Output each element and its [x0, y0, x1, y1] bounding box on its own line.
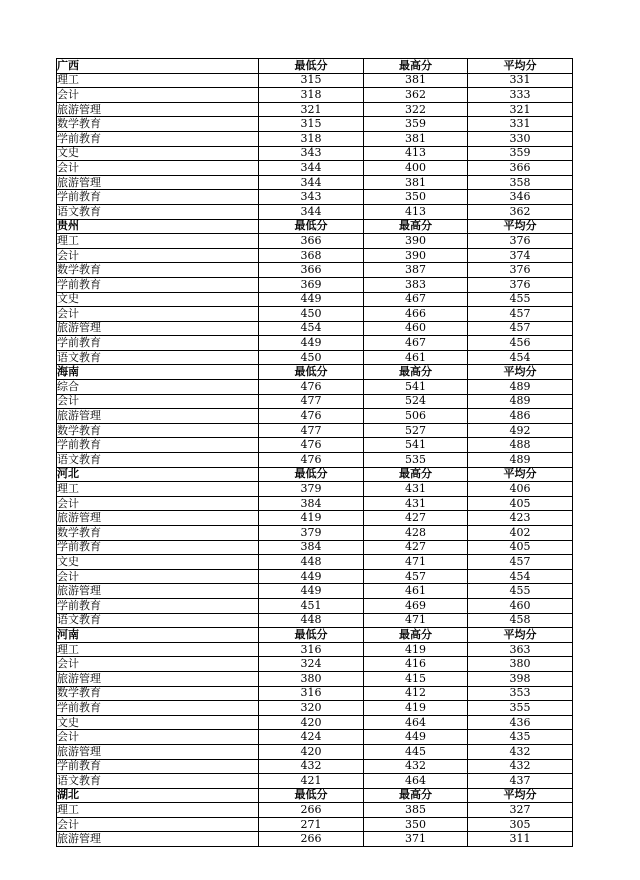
max-score: 385 — [364, 803, 468, 818]
header-max-score: 最高分 — [364, 365, 468, 380]
major-row — [57, 671, 573, 686]
major-name: 语文教育 — [57, 350, 259, 365]
min-score: 419 — [259, 511, 364, 526]
major-name: 数学教育 — [57, 526, 259, 541]
avg-score: 358 — [468, 175, 573, 190]
track-row — [57, 715, 573, 730]
track-row — [57, 555, 573, 570]
track-row — [57, 73, 573, 88]
major-row — [57, 175, 573, 190]
major-name: 旅游管理 — [57, 511, 259, 526]
avg-score: 305 — [468, 817, 573, 832]
avg-score: 457 — [468, 555, 573, 570]
min-score: 476 — [259, 438, 364, 453]
min-score: 449 — [259, 336, 364, 351]
avg-score: 398 — [468, 671, 573, 686]
major-row — [57, 88, 573, 103]
track-name: 文史 — [57, 146, 259, 161]
major-row — [57, 657, 573, 672]
min-score: 432 — [259, 759, 364, 774]
major-name: 旅游管理 — [57, 584, 259, 599]
max-score: 412 — [364, 686, 468, 701]
max-score: 362 — [364, 88, 468, 103]
major-row — [57, 131, 573, 146]
avg-score: 437 — [468, 774, 573, 789]
header-min-score: 最低分 — [259, 788, 364, 803]
header-max-score: 最高分 — [364, 219, 468, 234]
avg-score: 374 — [468, 248, 573, 263]
min-score: 476 — [259, 409, 364, 424]
max-score: 416 — [364, 657, 468, 672]
major-name: 语文教育 — [57, 204, 259, 219]
max-score: 400 — [364, 161, 468, 176]
track-name: 理工 — [57, 73, 259, 88]
min-score: 477 — [259, 423, 364, 438]
min-score: 316 — [259, 686, 364, 701]
avg-score: 457 — [468, 321, 573, 336]
min-score: 315 — [259, 117, 364, 132]
region-name: 湖北 — [57, 788, 259, 803]
min-score: 451 — [259, 598, 364, 613]
major-name: 会计 — [57, 496, 259, 511]
major-row — [57, 759, 573, 774]
track-name: 文史 — [57, 292, 259, 307]
max-score: 471 — [364, 613, 468, 628]
major-row — [57, 686, 573, 701]
header-max-score: 最高分 — [364, 59, 468, 74]
avg-score: 366 — [468, 161, 573, 176]
avg-score: 346 — [468, 190, 573, 205]
max-score: 431 — [364, 496, 468, 511]
region-header-row — [57, 467, 573, 482]
major-row — [57, 161, 573, 176]
avg-score: 333 — [468, 88, 573, 103]
max-score: 464 — [364, 715, 468, 730]
major-row — [57, 613, 573, 628]
major-name: 学前教育 — [57, 598, 259, 613]
major-name: 数学教育 — [57, 686, 259, 701]
avg-score: 363 — [468, 642, 573, 657]
min-score: 266 — [259, 803, 364, 818]
region-name: 海南 — [57, 365, 259, 380]
major-name: 旅游管理 — [57, 102, 259, 117]
major-name: 语文教育 — [57, 613, 259, 628]
major-name: 会计 — [57, 569, 259, 584]
avg-score: 402 — [468, 526, 573, 541]
avg-score: 331 — [468, 117, 573, 132]
major-name: 语文教育 — [57, 774, 259, 789]
major-name: 学前教育 — [57, 759, 259, 774]
header-min-score: 最低分 — [259, 59, 364, 74]
major-row — [57, 190, 573, 205]
avg-score: 457 — [468, 307, 573, 322]
min-score: 448 — [259, 613, 364, 628]
major-row — [57, 321, 573, 336]
avg-score: 406 — [468, 482, 573, 497]
max-score: 467 — [364, 336, 468, 351]
max-score: 445 — [364, 744, 468, 759]
major-row — [57, 336, 573, 351]
major-row — [57, 540, 573, 555]
region-header-row — [57, 219, 573, 234]
header-avg-score: 平均分 — [468, 628, 573, 643]
avg-score: 321 — [468, 102, 573, 117]
major-name: 旅游管理 — [57, 175, 259, 190]
avg-score: 455 — [468, 584, 573, 599]
avg-score: 359 — [468, 146, 573, 161]
max-score: 387 — [364, 263, 468, 278]
max-score: 541 — [364, 438, 468, 453]
header-avg-score: 平均分 — [468, 365, 573, 380]
max-score: 461 — [364, 350, 468, 365]
max-score: 506 — [364, 409, 468, 424]
max-score: 381 — [364, 175, 468, 190]
header-min-score: 最低分 — [259, 628, 364, 643]
header-max-score: 最高分 — [364, 467, 468, 482]
major-name: 会计 — [57, 248, 259, 263]
avg-score: 488 — [468, 438, 573, 453]
avg-score: 460 — [468, 598, 573, 613]
min-score: 420 — [259, 715, 364, 730]
header-max-score: 最高分 — [364, 628, 468, 643]
major-row — [57, 526, 573, 541]
major-name: 数学教育 — [57, 423, 259, 438]
max-score: 415 — [364, 671, 468, 686]
major-row — [57, 204, 573, 219]
max-score: 466 — [364, 307, 468, 322]
avg-score: 423 — [468, 511, 573, 526]
max-score: 413 — [364, 146, 468, 161]
major-row — [57, 117, 573, 132]
header-min-score: 最低分 — [259, 365, 364, 380]
track-row — [57, 803, 573, 818]
major-row — [57, 263, 573, 278]
major-name: 会计 — [57, 657, 259, 672]
max-score: 457 — [364, 569, 468, 584]
header-avg-score: 平均分 — [468, 467, 573, 482]
min-score: 271 — [259, 817, 364, 832]
avg-score: 454 — [468, 569, 573, 584]
region-name: 河南 — [57, 628, 259, 643]
major-name: 旅游管理 — [57, 744, 259, 759]
major-name: 旅游管理 — [57, 409, 259, 424]
major-row — [57, 409, 573, 424]
max-score: 527 — [364, 423, 468, 438]
max-score: 381 — [364, 131, 468, 146]
min-score: 266 — [259, 832, 364, 847]
max-score: 427 — [364, 540, 468, 555]
header-min-score: 最低分 — [259, 467, 364, 482]
max-score: 350 — [364, 190, 468, 205]
major-name: 学前教育 — [57, 277, 259, 292]
min-score: 315 — [259, 73, 364, 88]
major-name: 会计 — [57, 88, 259, 103]
major-name: 学前教育 — [57, 701, 259, 716]
max-score: 461 — [364, 584, 468, 599]
avg-score: 492 — [468, 423, 573, 438]
min-score: 384 — [259, 496, 364, 511]
avg-score: 435 — [468, 730, 573, 745]
track-row — [57, 380, 573, 395]
min-score: 384 — [259, 540, 364, 555]
track-row — [57, 292, 573, 307]
avg-score: 327 — [468, 803, 573, 818]
max-score: 390 — [364, 234, 468, 249]
header-avg-score: 平均分 — [468, 788, 573, 803]
avg-score: 405 — [468, 540, 573, 555]
max-score: 322 — [364, 102, 468, 117]
major-row — [57, 394, 573, 409]
major-name: 会计 — [57, 394, 259, 409]
min-score: 344 — [259, 175, 364, 190]
avg-score: 458 — [468, 613, 573, 628]
min-score: 369 — [259, 277, 364, 292]
min-score: 344 — [259, 204, 364, 219]
min-score: 476 — [259, 380, 364, 395]
major-row — [57, 453, 573, 468]
min-score: 318 — [259, 131, 364, 146]
track-row — [57, 146, 573, 161]
avg-score: 432 — [468, 744, 573, 759]
major-row — [57, 744, 573, 759]
region-name: 贵州 — [57, 219, 259, 234]
major-name: 旅游管理 — [57, 832, 259, 847]
region-header-row — [57, 628, 573, 643]
avg-score: 353 — [468, 686, 573, 701]
track-name: 理工 — [57, 642, 259, 657]
avg-score: 362 — [468, 204, 573, 219]
major-row — [57, 496, 573, 511]
avg-score: 489 — [468, 394, 573, 409]
region-name: 广西 — [57, 59, 259, 74]
track-name: 理工 — [57, 482, 259, 497]
min-score: 320 — [259, 701, 364, 716]
max-score: 460 — [364, 321, 468, 336]
min-score: 324 — [259, 657, 364, 672]
max-score: 359 — [364, 117, 468, 132]
major-row — [57, 832, 573, 847]
max-score: 383 — [364, 277, 468, 292]
min-score: 421 — [259, 774, 364, 789]
major-name: 语文教育 — [57, 453, 259, 468]
max-score: 431 — [364, 482, 468, 497]
header-avg-score: 平均分 — [468, 59, 573, 74]
major-name: 学前教育 — [57, 131, 259, 146]
min-score: 343 — [259, 190, 364, 205]
major-row — [57, 438, 573, 453]
major-name: 会计 — [57, 817, 259, 832]
major-row — [57, 817, 573, 832]
major-name: 旅游管理 — [57, 321, 259, 336]
max-score: 419 — [364, 642, 468, 657]
major-row — [57, 277, 573, 292]
major-name: 会计 — [57, 161, 259, 176]
max-score: 464 — [364, 774, 468, 789]
min-score: 424 — [259, 730, 364, 745]
avg-score: 405 — [468, 496, 573, 511]
min-score: 450 — [259, 307, 364, 322]
max-score: 413 — [364, 204, 468, 219]
min-score: 318 — [259, 88, 364, 103]
track-name: 文史 — [57, 715, 259, 730]
max-score: 371 — [364, 832, 468, 847]
min-score: 321 — [259, 102, 364, 117]
region-header-row — [57, 365, 573, 380]
major-name: 旅游管理 — [57, 671, 259, 686]
min-score: 448 — [259, 555, 364, 570]
avg-score: 432 — [468, 759, 573, 774]
max-score: 469 — [364, 598, 468, 613]
major-name: 数学教育 — [57, 117, 259, 132]
avg-score: 455 — [468, 292, 573, 307]
min-score: 366 — [259, 263, 364, 278]
max-score: 419 — [364, 701, 468, 716]
major-row — [57, 248, 573, 263]
max-score: 390 — [364, 248, 468, 263]
max-score: 524 — [364, 394, 468, 409]
avg-score: 456 — [468, 336, 573, 351]
header-min-score: 最低分 — [259, 219, 364, 234]
avg-score: 376 — [468, 277, 573, 292]
major-row — [57, 730, 573, 745]
min-score: 343 — [259, 146, 364, 161]
region-header-row — [57, 788, 573, 803]
major-name: 学前教育 — [57, 438, 259, 453]
avg-score: 486 — [468, 409, 573, 424]
major-row — [57, 774, 573, 789]
major-name: 学前教育 — [57, 190, 259, 205]
min-score: 449 — [259, 569, 364, 584]
avg-score: 330 — [468, 131, 573, 146]
max-score: 535 — [364, 453, 468, 468]
min-score: 366 — [259, 234, 364, 249]
max-score: 381 — [364, 73, 468, 88]
major-row — [57, 569, 573, 584]
header-avg-score: 平均分 — [468, 219, 573, 234]
header-max-score: 最高分 — [364, 788, 468, 803]
min-score: 368 — [259, 248, 364, 263]
major-name: 会计 — [57, 307, 259, 322]
max-score: 449 — [364, 730, 468, 745]
min-score: 477 — [259, 394, 364, 409]
major-row — [57, 423, 573, 438]
score-table — [56, 58, 573, 847]
max-score: 427 — [364, 511, 468, 526]
major-row — [57, 307, 573, 322]
min-score: 449 — [259, 584, 364, 599]
track-row — [57, 482, 573, 497]
major-name: 会计 — [57, 730, 259, 745]
avg-score: 331 — [468, 73, 573, 88]
min-score: 380 — [259, 671, 364, 686]
region-name: 河北 — [57, 467, 259, 482]
major-row — [57, 701, 573, 716]
avg-score: 380 — [468, 657, 573, 672]
min-score: 420 — [259, 744, 364, 759]
track-row — [57, 642, 573, 657]
major-row — [57, 102, 573, 117]
avg-score: 489 — [468, 453, 573, 468]
score-table-body — [57, 59, 573, 847]
major-row — [57, 350, 573, 365]
track-name: 综合 — [57, 380, 259, 395]
min-score: 450 — [259, 350, 364, 365]
min-score: 454 — [259, 321, 364, 336]
avg-score: 311 — [468, 832, 573, 847]
max-score: 350 — [364, 817, 468, 832]
major-row — [57, 511, 573, 526]
min-score: 379 — [259, 526, 364, 541]
max-score: 467 — [364, 292, 468, 307]
major-name: 学前教育 — [57, 540, 259, 555]
major-name: 数学教育 — [57, 263, 259, 278]
track-name: 文史 — [57, 555, 259, 570]
track-name: 理工 — [57, 234, 259, 249]
track-row — [57, 234, 573, 249]
avg-score: 355 — [468, 701, 573, 716]
max-score: 541 — [364, 380, 468, 395]
avg-score: 376 — [468, 263, 573, 278]
avg-score: 376 — [468, 234, 573, 249]
major-row — [57, 598, 573, 613]
major-row — [57, 584, 573, 599]
major-name: 学前教育 — [57, 336, 259, 351]
region-header-row — [57, 59, 573, 74]
min-score: 476 — [259, 453, 364, 468]
min-score: 316 — [259, 642, 364, 657]
min-score: 379 — [259, 482, 364, 497]
track-name: 理工 — [57, 803, 259, 818]
min-score: 344 — [259, 161, 364, 176]
max-score: 428 — [364, 526, 468, 541]
avg-score: 489 — [468, 380, 573, 395]
min-score: 449 — [259, 292, 364, 307]
avg-score: 436 — [468, 715, 573, 730]
avg-score: 454 — [468, 350, 573, 365]
max-score: 471 — [364, 555, 468, 570]
max-score: 432 — [364, 759, 468, 774]
